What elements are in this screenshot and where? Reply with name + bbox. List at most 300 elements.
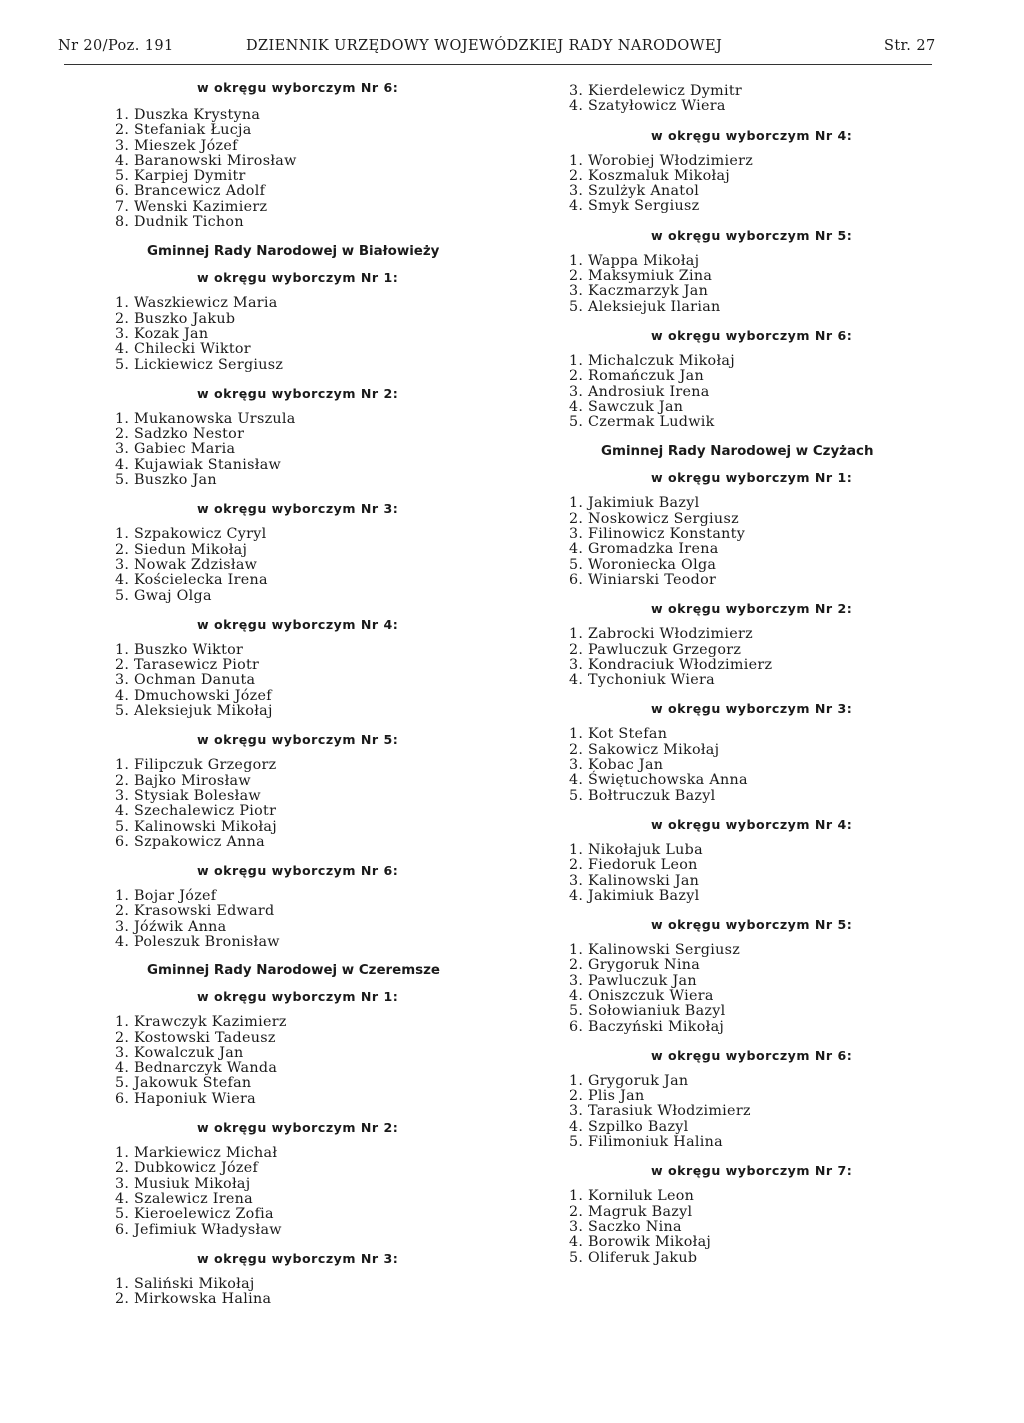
candidate-entry: [115, 169, 475, 184]
candidate-number: 3.: [569, 183, 584, 200]
candidate-entry: [569, 415, 929, 430]
candidate-name: Romańczuk Jan: [588, 368, 704, 385]
candidate-name: Kujawiak Stanisław: [134, 456, 282, 473]
candidate-entry: [115, 1277, 475, 1292]
candidate-entry: [569, 627, 929, 642]
candidate-number: 4.: [569, 198, 584, 215]
candidate-name: Szulżyk Anatol: [588, 183, 700, 200]
candidate-name: Saczko Nina: [588, 1218, 682, 1235]
candidate-entry: [569, 1189, 929, 1204]
district-heading: w okręgu wyborczym Nr 1:: [197, 989, 399, 1005]
candidate-number: 2.: [115, 1291, 130, 1308]
candidate-entry: [115, 573, 475, 588]
candidate-entry: [569, 154, 929, 169]
candidate-entry: [569, 1120, 929, 1135]
candidate-number: 4.: [569, 772, 584, 789]
candidate-number: 1.: [569, 626, 584, 643]
candidate-entry: [569, 1135, 929, 1150]
candidate-name: Siedun Mikołaj: [134, 541, 248, 558]
candidate-entry: [569, 512, 929, 527]
header-issue: Nr 20/Poz. 191: [58, 38, 174, 54]
candidate-name: Sołowianiuk Bazyl: [588, 1003, 726, 1020]
candidate-name: Kobac Jan: [588, 757, 664, 774]
candidate-number: 2.: [115, 426, 130, 443]
candidate-entry: [115, 1031, 475, 1046]
candidate-number: 4.: [115, 152, 130, 169]
left-column: [115, 80, 475, 1307]
candidate-name: Dudnik Tichon: [134, 214, 244, 231]
candidate-entry: [115, 835, 475, 850]
candidate-entry: [115, 458, 475, 473]
candidate-entry: [569, 989, 929, 1004]
candidate-name: Filimoniuk Halina: [588, 1134, 723, 1151]
candidate-number: 3.: [569, 283, 584, 300]
candidate-number: 2.: [569, 167, 584, 184]
candidate-entry: [115, 935, 475, 950]
candidate-entry: [115, 774, 475, 789]
candidate-name: Aleksiejuk Mikołaj: [134, 703, 273, 720]
candidate-entry: [569, 254, 929, 269]
candidate-name: Kościelecka Irena: [134, 572, 268, 589]
candidate-number: 2.: [115, 1160, 130, 1177]
candidate-number: 4.: [569, 98, 584, 115]
candidate-number: 2.: [569, 741, 584, 758]
candidate-number: 5.: [115, 1075, 130, 1092]
candidate-name: Kierdelewicz Dymitr: [588, 83, 743, 99]
candidate-entry: [569, 943, 929, 958]
header-page-number: Str. 27: [884, 38, 936, 54]
candidate-name: Krawczyk Kazimierz: [134, 1014, 287, 1031]
candidate-number: 3.: [569, 972, 584, 989]
candidate-number: 3.: [115, 325, 130, 342]
candidate-entry: [115, 1061, 475, 1076]
candidate-name: Grygoruk Nina: [588, 957, 701, 974]
candidate-number: 1.: [115, 295, 130, 312]
candidate-entry: [569, 1235, 929, 1250]
district-heading: w okręgu wyborczym Nr 3:: [651, 701, 853, 717]
candidate-entry: [115, 342, 475, 357]
candidate-entry: [569, 743, 929, 758]
candidate-number: 2.: [569, 641, 584, 658]
candidate-number: 2.: [115, 310, 130, 327]
candidate-name: Bajko Mirosław: [134, 772, 251, 789]
candidate-number: 1.: [569, 152, 584, 169]
candidate-entry: [115, 200, 475, 215]
header-journal-title: DZIENNIK URZĘDOWY WOJEWÓDZKIEJ RADY NARODOWEJ: [246, 38, 723, 54]
candidate-number: 1.: [115, 888, 130, 905]
candidate-number: 2.: [115, 772, 130, 789]
candidate-name: Baczyński Mikołaj: [588, 1018, 725, 1035]
candidate-entry: [115, 920, 475, 935]
candidate-number: 6.: [569, 1018, 584, 1035]
candidate-name: Buszko Jan: [134, 472, 217, 489]
candidate-entry: [569, 1104, 929, 1119]
candidate-number: 3.: [569, 757, 584, 774]
candidate-name: Sawczuk Jan: [588, 398, 684, 415]
candidate-entry: [115, 820, 475, 835]
candidate-entry: [569, 1020, 929, 1035]
candidate-number: 1.: [115, 757, 130, 774]
candidate-name: Haponiuk Wiera: [134, 1090, 256, 1107]
candidate-entry: [115, 1092, 475, 1107]
candidate-entry: [115, 1146, 475, 1161]
candidate-number: 4.: [115, 1060, 130, 1077]
candidate-number: 2.: [115, 903, 130, 920]
candidate-entry: [115, 427, 475, 442]
candidate-entry: [569, 169, 929, 184]
district-heading: w okręgu wyborczym Nr 5:: [651, 917, 853, 933]
candidate-name: Jakimiuk Bazyl: [588, 495, 700, 512]
candidate-name: Nikołajuk Luba: [588, 841, 703, 858]
candidate-entry: [569, 300, 929, 315]
candidate-name: Jefimiuk Władysław: [134, 1221, 282, 1238]
candidate-name: Borowik Mikołaj: [588, 1234, 712, 1251]
candidate-entry: [115, 184, 475, 199]
candidate-name: Krasowski Edward: [134, 903, 275, 920]
candidate-number: 4.: [569, 987, 584, 1004]
candidate-name: Szpakowicz Anna: [134, 833, 265, 850]
council-heading: Gminnej Rady Narodowej w Czyżach: [601, 444, 874, 460]
candidate-number: 7.: [115, 198, 130, 215]
district-heading: w okręgu wyborczym Nr 1:: [651, 470, 853, 486]
candidate-name: Dubkowicz Józef: [134, 1160, 259, 1177]
council-heading: Gminnej Rady Narodowej w Czeremsze: [147, 963, 441, 979]
candidate-entry: [569, 573, 929, 588]
candidate-entry: [569, 558, 929, 573]
candidate-entry: [569, 1220, 929, 1235]
candidate-number: 5.: [115, 818, 130, 835]
candidate-name: Koszmaluk Mikołaj: [588, 167, 731, 184]
candidate-entry: [115, 543, 475, 558]
candidate-name: Gromadzka Irena: [588, 541, 719, 558]
candidate-name: Poleszuk Bronisław: [134, 933, 280, 950]
candidate-number: 5.: [115, 472, 130, 489]
candidate-number: 3.: [115, 1175, 130, 1192]
candidate-entry: [115, 658, 475, 673]
candidate-name: Oniszczuk Wiera: [588, 987, 714, 1004]
candidate-entry: [115, 758, 475, 773]
candidate-name: Waszkiewicz Maria: [134, 295, 278, 312]
candidate-entry: [569, 385, 929, 400]
candidate-number: 2.: [569, 268, 584, 285]
candidate-entry: [115, 1292, 475, 1307]
candidate-entry: [569, 199, 929, 214]
candidate-name: Stefaniak Łucja: [134, 122, 252, 139]
candidate-name: Plis Jan: [588, 1088, 645, 1105]
district-heading: w okręgu wyborczym Nr 5:: [651, 227, 853, 243]
candidate-number: 2.: [115, 541, 130, 558]
candidate-name: Kondraciuk Włodzimierz: [588, 656, 773, 673]
district-heading: w okręgu wyborczym Nr 3:: [197, 501, 399, 517]
candidate-name: Sakowicz Mikołaj: [588, 741, 720, 758]
candidate-number: 4.: [569, 398, 584, 415]
candidate-number: 2.: [569, 957, 584, 974]
candidate-number: 1.: [115, 1014, 130, 1031]
candidate-name: Chilecki Wiktor: [134, 341, 251, 358]
candidate-entry: [115, 215, 475, 230]
candidate-number: 4.: [569, 887, 584, 904]
candidate-name: Woroniecka Olga: [588, 556, 717, 573]
candidate-number: 3.: [569, 383, 584, 400]
candidate-name: Bednarczyk Wanda: [134, 1060, 278, 1077]
candidate-entry: [115, 412, 475, 427]
candidate-entry: [569, 1089, 929, 1104]
district-heading: w okręgu wyborczym Nr 7:: [651, 1163, 853, 1179]
candidate-number: 5.: [115, 1206, 130, 1223]
district-heading: w okręgu wyborczym Nr 2:: [197, 1120, 399, 1136]
candidate-entry: [569, 269, 929, 284]
candidate-name: Czermak Ludwik: [588, 414, 715, 431]
candidate-entry: [569, 496, 929, 511]
candidate-number: 6.: [115, 1221, 130, 1238]
candidate-name: Bołtruczuk Bazyl: [588, 787, 716, 804]
candidate-name: Kalinowski Jan: [588, 872, 700, 889]
candidate-number: 5.: [569, 1003, 584, 1020]
candidate-name: Mukanowska Urszula: [134, 410, 296, 427]
candidate-entry: [115, 1046, 475, 1061]
candidate-name: Wenski Kazimierz: [134, 198, 268, 215]
candidate-entry: [569, 1205, 929, 1220]
candidate-entry: [569, 1004, 929, 1019]
candidate-number: 6.: [115, 1090, 130, 1107]
candidate-entry: [569, 527, 929, 542]
candidate-number: 1.: [569, 1072, 584, 1089]
candidate-number: 3.: [569, 872, 584, 889]
candidate-number: 3.: [569, 656, 584, 673]
candidate-entry: [569, 1251, 929, 1266]
candidate-number: 1.: [115, 1275, 130, 1292]
candidate-entry: [115, 527, 475, 542]
candidate-entry: [115, 139, 475, 154]
district-heading: w okręgu wyborczym Nr 1:: [197, 270, 399, 286]
candidate-entry: [569, 858, 929, 873]
candidate-number: 1.: [569, 352, 584, 369]
candidate-entry: [569, 727, 929, 742]
candidate-entry: [569, 184, 929, 199]
candidate-number: 1.: [569, 1188, 584, 1205]
candidate-name: Pawluczuk Jan: [588, 972, 697, 989]
candidate-entry: [115, 589, 475, 604]
candidate-name: Kaczmarzyk Jan: [588, 283, 709, 300]
candidate-number: 5.: [569, 414, 584, 431]
candidate-entry: [569, 773, 929, 788]
candidate-name: Kozak Jan: [134, 325, 209, 342]
candidate-name: Sadzko Nestor: [134, 426, 245, 443]
candidate-number: 4.: [115, 933, 130, 950]
candidate-entry: [569, 958, 929, 973]
candidate-name: Saliński Mikołaj: [134, 1275, 255, 1292]
candidate-name: Świętuchowska Anna: [588, 772, 748, 789]
candidate-name: Zabrocki Włodzimierz: [588, 626, 753, 643]
candidate-entry: [115, 689, 475, 704]
candidate-number: 3.: [115, 672, 130, 689]
header-rule: [64, 64, 932, 65]
candidate-number: 2.: [569, 1203, 584, 1220]
candidate-name: Smyk Sergiusz: [588, 198, 700, 215]
candidate-name: Wappa Mikołaj: [588, 252, 700, 269]
candidate-entry: [569, 369, 929, 384]
candidate-entry: [569, 400, 929, 415]
candidate-number: 4.: [569, 672, 584, 689]
candidate-entry: [569, 354, 929, 369]
candidate-number: 2.: [569, 368, 584, 385]
candidate-entry: [115, 558, 475, 573]
candidate-entry: [115, 1161, 475, 1176]
candidate-entry: [569, 974, 929, 989]
candidate-number: 3.: [569, 83, 584, 99]
district-heading: w okręgu wyborczym Nr 2:: [651, 601, 853, 617]
candidate-name: Tarasiuk Włodzimierz: [588, 1103, 751, 1120]
candidate-entry: [569, 889, 929, 904]
candidate-number: 6.: [569, 571, 584, 588]
candidate-name: Markiewicz Michał: [134, 1145, 278, 1162]
candidate-number: 5.: [115, 356, 130, 373]
candidate-number: 5.: [569, 556, 584, 573]
candidate-name: Michalczuk Mikołaj: [588, 352, 735, 369]
candidate-number: 2.: [115, 657, 130, 674]
district-heading: w okręgu wyborczym Nr 5:: [197, 732, 399, 748]
candidate-entry: [569, 874, 929, 889]
candidate-entry: [115, 1207, 475, 1222]
candidate-name: Maksymiuk Zina: [588, 268, 713, 285]
candidate-number: 5.: [115, 168, 130, 185]
candidate-name: Filipczuk Grzegorz: [134, 757, 277, 774]
candidate-number: 3.: [569, 526, 584, 543]
candidate-name: Tarasewicz Piotr: [134, 657, 260, 674]
council-heading: Gminnej Rady Narodowej w Białowieży: [147, 244, 440, 260]
candidate-entry: [115, 154, 475, 169]
candidate-number: 4.: [115, 803, 130, 820]
district-heading: w okręgu wyborczym Nr 3:: [197, 1250, 399, 1266]
candidate-name: Szpilko Bazyl: [588, 1118, 689, 1135]
candidate-entry: [569, 843, 929, 858]
candidate-entry: [115, 327, 475, 342]
candidate-entry: [115, 123, 475, 138]
candidate-entry: [115, 889, 475, 904]
district-heading: w okręgu wyborczym Nr 6:: [651, 1047, 853, 1063]
candidate-entry: [115, 1192, 475, 1207]
candidate-entry: [569, 789, 929, 804]
candidate-number: 1.: [115, 641, 130, 658]
candidate-number: 3.: [569, 1218, 584, 1235]
candidate-entry: [115, 1015, 475, 1030]
candidate-entry: [569, 673, 929, 688]
candidate-number: 5.: [569, 1249, 584, 1266]
candidate-entry: [115, 643, 475, 658]
candidate-name: Karpiej Dymitr: [134, 168, 246, 185]
candidate-name: Baranowski Mirosław: [134, 152, 297, 169]
candidate-entry: [115, 358, 475, 373]
candidate-number: 1.: [115, 410, 130, 427]
candidate-number: 5.: [569, 1134, 584, 1151]
candidate-name: Androsiuk Irena: [588, 383, 710, 400]
candidate-name: Brancewicz Adolf: [134, 183, 266, 200]
candidate-name: Grygoruk Jan: [588, 1072, 689, 1089]
candidate-number: 1.: [115, 526, 130, 543]
candidate-number: 4.: [569, 1118, 584, 1135]
candidate-name: Gabiec Maria: [134, 441, 236, 458]
candidate-entry: [115, 704, 475, 719]
candidate-name: Kalinowski Mikołaj: [134, 818, 277, 835]
candidate-name: Mirkowska Halina: [134, 1291, 272, 1308]
candidate-entry: [115, 108, 475, 123]
candidate-number: 2.: [115, 1029, 130, 1046]
candidate-number: 3.: [115, 137, 130, 154]
candidate-number: 5.: [115, 703, 130, 720]
candidate-number: 1.: [569, 942, 584, 959]
candidate-entry: [115, 442, 475, 457]
candidate-number: 5.: [569, 787, 584, 804]
candidate-name: Filinowicz Konstanty: [588, 526, 746, 543]
candidate-entry: [115, 673, 475, 688]
candidate-name: Noskowicz Sergiusz: [588, 510, 739, 527]
candidate-entry: [569, 542, 929, 557]
candidate-number: 5.: [569, 298, 584, 315]
candidate-name: Duszka Krystyna: [134, 107, 261, 123]
candidate-entry: [115, 473, 475, 488]
district-heading: w okręgu wyborczym Nr 6:: [197, 80, 399, 95]
candidate-number: 3.: [115, 556, 130, 573]
right-column: [569, 80, 929, 1266]
candidate-number: 3.: [115, 441, 130, 458]
candidate-number: 3.: [115, 787, 130, 804]
candidate-number: 2.: [569, 1088, 584, 1105]
candidate-name: Szalewicz Irena: [134, 1190, 253, 1207]
candidate-name: Ochman Danuta: [134, 672, 256, 689]
candidate-entry: [569, 658, 929, 673]
candidate-name: Szechalewicz Piotr: [134, 803, 277, 820]
candidate-name: Fiedoruk Leon: [588, 857, 698, 874]
candidate-number: 4.: [569, 541, 584, 558]
candidate-name: Korniluk Leon: [588, 1188, 695, 1205]
candidate-name: Musiuk Mikołaj: [134, 1175, 251, 1192]
district-heading: w okręgu wyborczym Nr 6:: [651, 327, 853, 343]
candidate-number: 4.: [115, 1190, 130, 1207]
candidate-number: 1.: [569, 726, 584, 743]
district-heading: w okręgu wyborczym Nr 4:: [651, 816, 853, 832]
district-heading: w okręgu wyborczym Nr 4:: [197, 616, 399, 632]
candidate-entry: [115, 1223, 475, 1238]
candidate-number: 5.: [115, 587, 130, 604]
candidate-name: Winiarski Teodor: [588, 571, 717, 588]
candidate-number: 4.: [115, 456, 130, 473]
candidate-entry: [115, 904, 475, 919]
candidate-name: Buszko Wiktor: [134, 641, 244, 658]
candidate-entry: [115, 312, 475, 327]
candidate-number: 2.: [569, 857, 584, 874]
candidate-number: 1.: [569, 495, 584, 512]
candidate-number: 1.: [115, 1145, 130, 1162]
candidate-number: 8.: [115, 214, 130, 231]
candidate-number: 1.: [569, 841, 584, 858]
candidate-name: Stysiak Bolesław: [134, 787, 261, 804]
candidate-number: 4.: [115, 572, 130, 589]
candidate-name: Dmuchowski Józef: [134, 687, 272, 704]
candidate-number: 3.: [569, 1103, 584, 1120]
candidate-entry: [569, 643, 929, 658]
candidate-entry: [115, 1076, 475, 1091]
candidate-number: 6.: [115, 833, 130, 850]
candidate-name: Bojar Józef: [134, 888, 217, 905]
candidate-entry: [115, 789, 475, 804]
candidate-name: Jakimiuk Bazyl: [588, 887, 700, 904]
candidate-entry: [115, 296, 475, 311]
candidate-number: 4.: [115, 341, 130, 358]
district-heading: w okręgu wyborczym Nr 2:: [197, 385, 399, 401]
candidate-number: 3.: [115, 1044, 130, 1061]
candidate-name: Kowalczuk Jan: [134, 1044, 244, 1061]
candidate-name: Kostowski Tadeusz: [134, 1029, 276, 1046]
